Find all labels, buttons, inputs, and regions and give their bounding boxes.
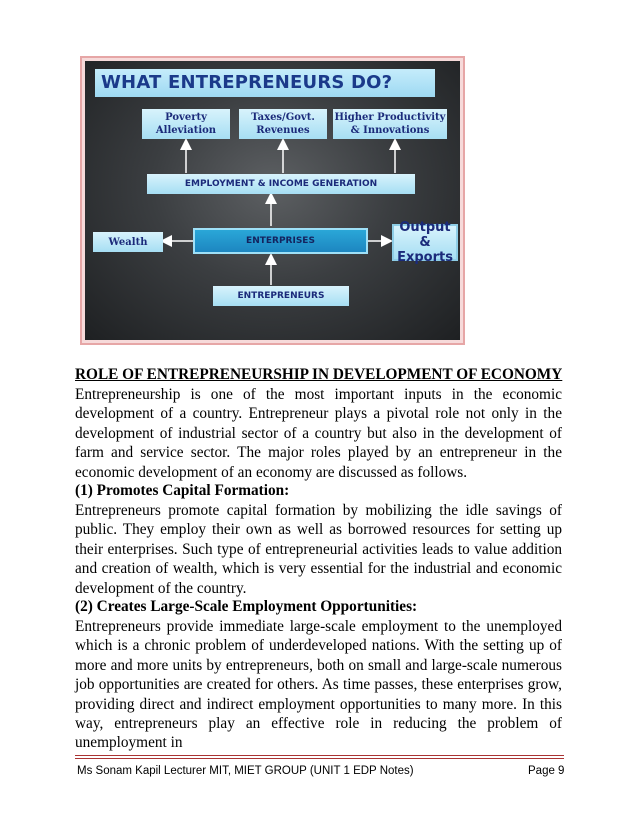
footer-rule-thin: [75, 758, 564, 759]
footer-rule: [75, 755, 564, 756]
intro-paragraph: Entrepreneurship is one of the most important inputs in the economic development of a country. Entrepreneur plays a pivotal role not only in the development of industrial sector of a country but also in the development of farm and service sector. The major roles played by an entrepreneur in the economic development of an economy are discussed as follows.: [75, 386, 562, 481]
footer-page-number: Page 9: [528, 765, 565, 777]
box-wealth: Wealth: [93, 232, 163, 252]
box-poverty: Poverty Alleviation: [142, 109, 230, 139]
point1-heading: (1) Promotes Capital Formation:: [75, 482, 290, 499]
diagram-image: [80, 56, 465, 345]
box-employment: EMPLOYMENT & INCOME GENERATION: [147, 174, 415, 194]
point2-paragraph: Entrepreneurs provide immediate large-scale employment to the unemployed which is a chronic problem of underdeveloped nations. With the setting up of more and more units by entrepreneurs, both on small and large-scale numerous job opportunities are created for others. As time passes, these enterprises grow, providing direct and indirect employment opportunities to many more. In this way, entrepreneurs play an effective role in reducing the problem of unemployment in: [75, 618, 562, 752]
box-enterprises: ENTERPRISES: [193, 228, 368, 254]
diagram-canvas: [85, 61, 460, 340]
box-productivity: Higher Productivity & Innovations: [333, 109, 447, 139]
footer-author: Ms Sonam Kapil Lecturer MIT, MIET GROUP (UNIT 1 EDP Notes): [77, 765, 414, 777]
point1-paragraph: Entrepreneurs promote capital formation by mobilizing the idle savings of public. They employ their own as well as borrowed resources for setting up their enterprises. Such type of entrepreneurial activities leads to value addition and creation of wealth, which is very essential for the industrial and economic development of the country.: [75, 502, 562, 597]
box-output-exports: Output & Exports: [392, 224, 458, 261]
section-title: ROLE OF ENTREPRENEURSHIP IN DEVELOPMENT OF ECONOMY: [75, 366, 563, 383]
diagram-title: WHAT ENTREPRENEURS DO?: [101, 72, 393, 93]
box-entrepreneurs: ENTREPRENEURS: [213, 286, 349, 306]
point2-heading: (2) Creates Large-Scale Employment Opportunities:: [75, 598, 418, 615]
box-taxes: Taxes/Govt. Revenues: [239, 109, 327, 139]
